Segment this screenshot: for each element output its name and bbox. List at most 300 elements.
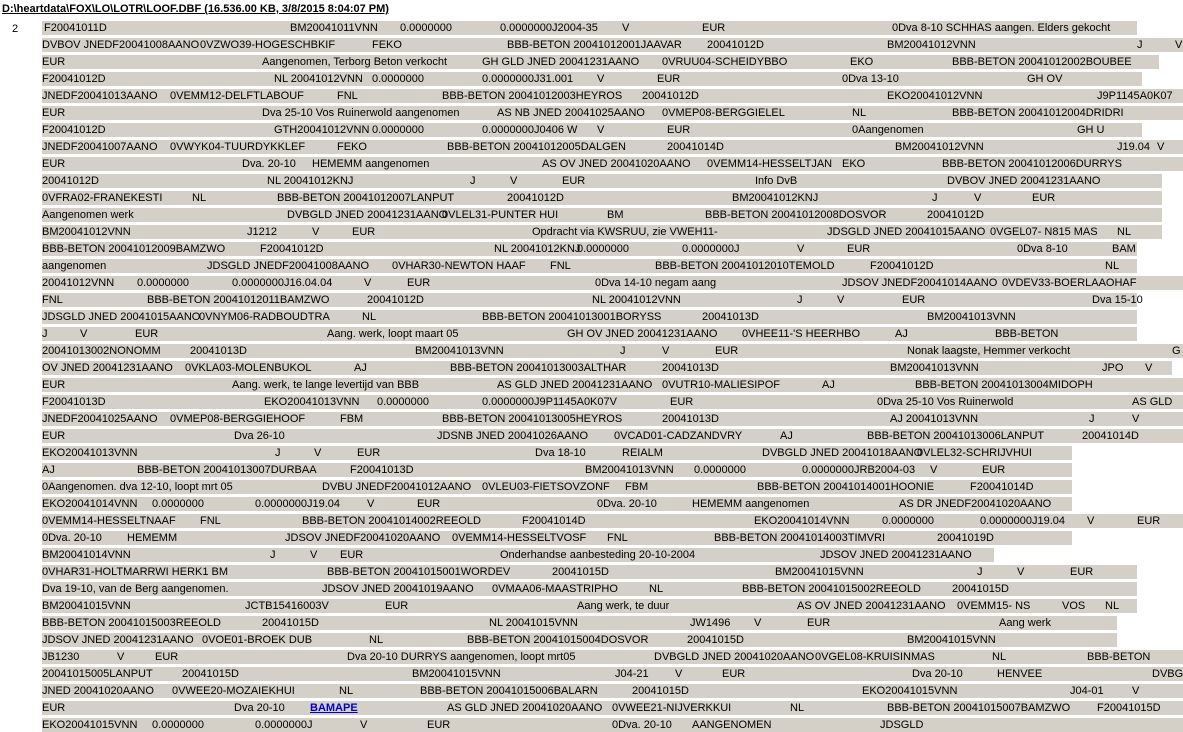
field-value: DVBOV JNED 20041231AANO: [947, 175, 1101, 187]
field-value: AS NB JNED 20041025AANO: [497, 107, 645, 119]
field-value: FBM: [625, 481, 649, 493]
field-value: FNL: [607, 532, 628, 544]
field-value: Dva 26-10: [234, 430, 285, 442]
field-value: BBB-BETON 20041015003REEOLD: [42, 617, 221, 629]
field-value: BBB-BETON 20041012005DALGEN: [447, 141, 626, 153]
field-value: BM20041013VNN: [415, 345, 504, 357]
field-value: EKO20041014VNN: [754, 515, 850, 527]
field-value: J: [1137, 39, 1143, 51]
field-value: EUR: [42, 379, 66, 391]
record-line: [42, 412, 1183, 426]
field-value: EKO20041012VNN: [887, 90, 983, 102]
field-value: V: [930, 464, 938, 476]
field-value: GH OV: [1027, 73, 1063, 85]
field-value: 0.0000000J16.04.04: [232, 277, 333, 289]
field-value: DVBG: [1152, 668, 1183, 680]
field-value: EKO20041013VNN: [42, 447, 138, 459]
record-line: [42, 174, 1162, 188]
field-value: V: [360, 719, 368, 731]
field-value: 0.0000000J9P1145A0K07V: [482, 396, 617, 408]
field-value: BBB-BETON 20041012009BAMZWO: [42, 243, 226, 255]
field-value: 0Dva 14-10 negam aang: [595, 277, 717, 289]
field-value: 0VMAA06-MAASTRIPHO: [492, 583, 618, 595]
field-value: EUR: [1137, 515, 1161, 527]
field-value: 0.0000000: [577, 243, 629, 255]
field-value: V: [622, 22, 630, 34]
field-value: AS OV JNED 20041020AANO: [542, 158, 691, 170]
field-value: JCTB15416003V: [245, 600, 329, 612]
file-path-header: D:\heartdata\FOX\LO\LOTR\LOOF.DBF (16.536.00 KB, 3/8/2015 8:04:07 PM): [2, 3, 389, 15]
field-value: V: [797, 243, 805, 255]
field-value: Aang. werk, te lange levertijd van BBB: [232, 379, 420, 391]
field-value: F20041013D: [42, 396, 106, 408]
field-value: 0VEMM14-HESSELTNAAF: [42, 515, 176, 527]
field-value: 0.0000000: [694, 464, 746, 476]
field-value: 0VLEL32-SCHRIJVHUI: [917, 447, 1032, 459]
field-value: EUR: [807, 617, 831, 629]
field-value: EUR: [385, 600, 409, 612]
field-value: 0VGEL08-KRUISINMAS: [815, 651, 935, 663]
field-value: Dva 20-10 DURRYS aangenomen, loopt mrt05: [347, 651, 576, 663]
field-value: EUR: [1070, 566, 1094, 578]
record-line: [42, 106, 1183, 120]
field-value: aangenomen: [42, 260, 107, 272]
field-value: JNEDF20041025AANO: [42, 413, 158, 425]
field-value: EUR: [1032, 192, 1056, 204]
field-value: 0.0000000J19.04: [255, 498, 341, 510]
field-value: 0VLEL31-PUNTER HUI: [442, 209, 559, 221]
field-value: EUR: [847, 243, 871, 255]
field-value: 20041013D: [190, 345, 247, 357]
field-value: V: [974, 192, 982, 204]
field-value: 0VUTR10-MALIESIPOF: [662, 379, 780, 391]
field-value: EUR: [902, 294, 926, 306]
field-value: V: [662, 345, 670, 357]
record-line: [42, 463, 1072, 477]
field-value: BM20041013VNN: [890, 362, 979, 374]
record-line: [42, 633, 1117, 647]
field-value: 0Dva 8-10: [1017, 243, 1068, 255]
field-value: EUR: [42, 56, 66, 68]
field-value: V: [117, 651, 125, 663]
field-value: F20041011D: [44, 22, 107, 34]
field-value: BBB-BETON 20041013005HEYROS: [442, 413, 623, 425]
field-value: G: [1172, 345, 1181, 357]
field-value: 0.0000000J31.001: [482, 73, 574, 85]
field-value: BBB-BETON 20041012004DRIDRI: [952, 107, 1124, 119]
field-value: 0Dva 8-10 SCHHAS aangen. Elders gekocht: [892, 22, 1111, 34]
field-value: 0VRUU04-SCHEIDYBBO: [662, 56, 788, 68]
field-value: BBB-BETON 20041013004MIDOPH: [915, 379, 1093, 391]
record-line: [42, 89, 1183, 103]
field-value: EUR: [155, 651, 179, 663]
field-value: 0.0000000J2004-35: [500, 22, 598, 34]
record-line: [42, 650, 1183, 664]
field-value: V: [597, 124, 605, 136]
field-value: BBB-BETON 20041013007DURBAA: [137, 464, 317, 476]
field-value: BM20041013VNN: [585, 464, 674, 476]
field-value: EUR: [135, 328, 159, 340]
field-value: V: [597, 73, 605, 85]
record-line: [42, 157, 1183, 171]
field-value: NL: [852, 107, 867, 119]
record-line: [42, 293, 1143, 307]
field-value: J: [1089, 413, 1095, 425]
field-value: 0.0000000: [377, 396, 429, 408]
field-value: BM20041015VNN: [42, 600, 131, 612]
field-value: EUR: [357, 447, 381, 459]
field-value: EUR: [670, 396, 694, 408]
field-value: BM20041013VNN: [927, 311, 1016, 323]
field-value: EUR: [352, 226, 376, 238]
field-value: NL: [369, 634, 384, 646]
record-line: [42, 514, 1183, 528]
field-value: 0.0000000J: [682, 243, 740, 255]
field-value: DVBU JNEDF20041012AANO: [322, 481, 472, 493]
field-value: Dva 25-10 Vos Ruinerwold aangenomen: [262, 107, 460, 119]
field-value: V: [310, 549, 318, 561]
field-value: 0.0000000: [372, 124, 424, 136]
field-value: JDSGLD JNED 20041015AANO: [42, 311, 201, 323]
field-value: EUR: [715, 345, 739, 357]
record-line: [42, 361, 1172, 375]
field-value: FBM: [340, 413, 364, 425]
field-value: J: [977, 566, 983, 578]
field-value: BM20041015VNN: [775, 566, 864, 578]
record-line: [42, 667, 1183, 681]
field-value: BBB-BETON 20041014002REEOLD: [302, 515, 481, 527]
field-value: J: [797, 294, 803, 306]
field-value: F20041012D: [42, 124, 106, 136]
field-value: Opdracht via KWSRUU, zie VWEH11-: [532, 226, 718, 238]
field-value: V: [1157, 141, 1165, 153]
field-value: 0Dva. 20-10: [42, 532, 102, 544]
field-value: J: [275, 447, 281, 459]
field-value: V: [1087, 515, 1095, 527]
field-value: Dva 19-10, van de Berg aangenomen.: [42, 583, 229, 595]
field-value: FEKO: [337, 141, 367, 153]
field-value: FEKO: [372, 39, 402, 51]
field-value: FNL: [550, 260, 571, 272]
field-value: JDSOV JNEDF20041014AANO: [842, 277, 998, 289]
field-value: 0VWYK04-TUURDYKKLEF: [170, 141, 306, 153]
field-value: J04-01: [1070, 685, 1104, 697]
field-value: J: [932, 192, 938, 204]
field-value: 0VEMM15- NS: [957, 600, 1031, 612]
field-value: 0Dva. 20-10: [597, 498, 657, 510]
field-value: BBB-BETON 20041013003ALTHAR: [450, 362, 627, 374]
field-value: EKO20041015VNN: [862, 685, 958, 697]
record-line: [42, 327, 1137, 341]
field-value: 20041012D: [367, 294, 424, 306]
field-value: 0VGEL07- N815 MAS: [990, 226, 1098, 238]
field-link[interactable]: BAMAPE: [310, 702, 358, 714]
field-value: GTH20041012VNN: [274, 124, 370, 136]
field-value: JB1230: [42, 651, 80, 663]
record-line: [42, 21, 1137, 35]
field-value: 0VNYM06-RADBOUDTRA: [199, 311, 330, 323]
field-value: BAM: [1112, 243, 1136, 255]
field-value: 20041012D: [507, 192, 564, 204]
field-value: NL 20041012VNN: [592, 294, 681, 306]
field-value: 0VWEE21-NIJVERKKUI: [612, 702, 732, 714]
field-value: BBB-BETON: [995, 328, 1059, 340]
record-line: [42, 378, 1183, 392]
record-line: [42, 497, 1072, 511]
record-line: [42, 684, 1183, 698]
field-value: JNEDF20041013AANO: [42, 90, 158, 102]
field-value: JDSOV JNED 20041019AANO: [322, 583, 474, 595]
field-value: 0Dva. 20-10: [612, 719, 672, 731]
field-value: NL: [1105, 260, 1120, 272]
field-value: EUR: [42, 107, 66, 119]
field-value: J: [620, 345, 626, 357]
field-value: JDSOV JNED 20041231AANO: [820, 549, 972, 561]
field-value: 0.0000000: [400, 22, 452, 34]
field-value: Aangenomen, Terborg Beton verkocht: [262, 56, 448, 68]
field-value: EKO20041014VNN: [42, 498, 138, 510]
field-value: 0VHAR30-NEWTON HAAF: [392, 260, 526, 272]
field-value: HEMEMM aangenomen: [692, 498, 810, 510]
field-value: NL 20041012KNJ: [267, 175, 354, 187]
field-value: Aangenomen werk: [42, 209, 134, 221]
field-value: EUR: [42, 158, 66, 170]
field-value: EUR: [657, 73, 681, 85]
field-value: OV JNED 20041231AANO: [42, 362, 173, 374]
field-value: EUR: [667, 124, 691, 136]
field-value: AS DR JNEDF20041020AANO: [899, 498, 1052, 510]
field-value: FNL: [200, 515, 221, 527]
field-value: Aang werk: [999, 617, 1051, 629]
field-value: 0VEMM12-DELFTLABOUF: [170, 90, 304, 102]
record-line: [42, 344, 1183, 358]
field-value: EKO: [842, 158, 866, 170]
field-value: 20041013D: [702, 311, 759, 323]
field-value: 20041014D: [667, 141, 724, 153]
field-value: J9P1145A0K07: [1097, 90, 1173, 102]
field-value: Dva 20-10: [234, 702, 285, 714]
field-value: 20041012D: [707, 39, 764, 51]
record-line: [42, 55, 1159, 69]
field-value: F20041015D: [1097, 702, 1161, 714]
record-line: [42, 208, 1162, 222]
field-value: 20041015D: [552, 566, 609, 578]
field-value: BBB-BETON 20041014003TIMVRI: [714, 532, 885, 544]
field-value: 0VEMM14-HESSELTJAN: [707, 158, 833, 170]
field-value: 0VKLA03-MOLENBUKOL: [185, 362, 312, 374]
field-value: HEMEMM aangenomen: [312, 158, 430, 170]
field-value: 20041015D: [262, 617, 319, 629]
field-value: BBB-BETON 20041012002BOUBEE: [952, 56, 1132, 68]
field-value: AJ: [780, 430, 793, 442]
field-value: AJ: [895, 328, 908, 340]
field-value: Info DvB: [755, 175, 798, 187]
field-value: NL: [362, 311, 377, 323]
field-value: V: [312, 226, 320, 238]
record-line: [42, 191, 1162, 205]
field-value: BBB-BETON: [1087, 651, 1151, 663]
record-line: [42, 599, 1137, 613]
record-line: [42, 531, 1072, 545]
field-value: EKO: [850, 56, 874, 68]
field-value: JPO: [1102, 362, 1124, 374]
field-value: 0.0000000: [137, 277, 189, 289]
field-value: Dva. 20-10: [242, 158, 296, 170]
field-value: EUR: [722, 668, 746, 680]
field-value: 0.0000000: [372, 73, 424, 85]
field-value: 0VMEP08-BERGGIELEL: [662, 107, 785, 119]
field-value: NL: [790, 702, 805, 714]
field-value: AJ 20041013VNN: [890, 413, 979, 425]
field-value: BBB-BETON 20041014001HOONIE: [757, 481, 935, 493]
field-value: AS OV JNED 20041231AANO: [797, 600, 946, 612]
field-value: V: [1145, 362, 1153, 374]
field-value: HENVEE: [997, 668, 1043, 680]
field-value: BM20041012VNN: [42, 226, 131, 238]
field-value: V: [80, 328, 88, 340]
record-line: [42, 310, 1137, 324]
field-value: NL 20041015VNN: [489, 617, 578, 629]
field-value: 20041012D: [642, 90, 699, 102]
field-value: J19.04: [1117, 141, 1151, 153]
field-value: EKO20041013VNN: [264, 396, 360, 408]
field-value: 0.0000000J19.04: [980, 515, 1066, 527]
record-line: [42, 429, 1183, 443]
record-line: [42, 480, 1072, 494]
field-value: BBB-BETON 20041012007LANPUT: [277, 192, 455, 204]
field-value: 0Aangenomen: [852, 124, 924, 136]
field-value: GH GLD JNED 20041231AANO: [482, 56, 640, 68]
field-value: BM20041014VNN: [42, 549, 131, 561]
field-value: 20041015005LANPUT: [42, 668, 153, 680]
field-value: BBB-BETON 20041015007BAMZWO: [887, 702, 1071, 714]
record-line: [42, 276, 1183, 290]
field-value: Dva 18-10: [535, 447, 586, 459]
field-value: Dva 20-10: [912, 668, 963, 680]
field-value: EUR: [340, 549, 364, 561]
record-line: [42, 242, 1137, 256]
field-value: 0.0000000: [882, 515, 934, 527]
field-value: BBB-BETON 20041012008DOSVOR: [705, 209, 887, 221]
field-value: 20041015D: [687, 634, 744, 646]
field-value: NL: [1105, 600, 1120, 612]
field-value: AJ: [354, 362, 367, 374]
field-value: JDSNB JNED 20041026AANO: [437, 430, 589, 442]
field-value: V: [364, 277, 372, 289]
record-line: [42, 123, 1142, 137]
field-value: F20041012D: [870, 260, 934, 272]
field-value: BM20041012VNN: [887, 39, 976, 51]
field-value: 20041015D: [632, 685, 689, 697]
record-line: [42, 395, 1183, 409]
field-value: BBB-BETON 20041012011BAMZWO: [147, 294, 330, 306]
field-value: BM20041015VNN: [907, 634, 996, 646]
field-value: Dva 15-10: [1092, 294, 1143, 306]
field-value: EUR: [407, 277, 431, 289]
field-value: F20041012D: [260, 243, 324, 255]
field-value: F20041013D: [350, 464, 414, 476]
field-value: 0Dva 13-10: [842, 73, 899, 85]
record-line: [42, 38, 1183, 52]
field-value: DVBGLD JNED 20041020AANO: [654, 651, 815, 663]
field-value: NL: [992, 651, 1007, 663]
field-value: J: [470, 175, 476, 187]
field-value: 20041015D: [952, 583, 1009, 595]
field-value: DVBOV JNEDF20041008AANO: [42, 39, 200, 51]
field-value: BM20041011VNN: [290, 22, 378, 34]
field-value: BBB-BETON 20041013006LANPUT: [867, 430, 1045, 442]
field-value: NL 20041012KNJ: [494, 243, 581, 255]
field-value: AANGENOMEN: [692, 719, 772, 731]
field-value: JDSOV JNED 20041231AANO: [42, 634, 194, 646]
field-value: JNED 20041020AANO: [42, 685, 154, 697]
field-value: 0.0000000J0406 W: [482, 124, 578, 136]
field-value: 0.0000000: [152, 498, 204, 510]
field-value: EKO20041015VNN: [42, 719, 138, 731]
field-value: 20041012D: [927, 209, 984, 221]
field-value: NL: [339, 685, 354, 697]
field-value: EUR: [42, 430, 66, 442]
field-value: 0VWEE20-MOZAIEKHUI: [172, 685, 295, 697]
record-line: [42, 259, 1137, 273]
field-value: 0VOE01-BROEK DUB: [202, 634, 313, 646]
field-value: BBB-BETON 20041013001BORYSS: [482, 311, 662, 323]
field-value: EUR: [42, 702, 66, 714]
field-value: V: [1175, 39, 1183, 51]
field-value: V: [314, 447, 322, 459]
field-value: JDSOV JNEDF20041020AANO: [285, 532, 441, 544]
field-value: BM20041015VNN: [412, 668, 501, 680]
field-value: NL: [192, 192, 207, 204]
record-line: [42, 446, 1072, 460]
field-value: 20041012D: [42, 175, 99, 187]
field-value: JNEDF20041007AANO: [42, 141, 158, 153]
field-value: BBB-BETON 20041015001WORDEV: [327, 566, 511, 578]
field-value: JW1496: [690, 617, 731, 629]
field-value: 0VHEE11-'S HEERHBO: [742, 328, 861, 340]
field-value: AS GLD: [1132, 396, 1173, 408]
record-line: [42, 565, 1137, 579]
record-line: [42, 616, 1117, 630]
field-value: BM: [607, 209, 624, 221]
field-value: J: [270, 549, 276, 561]
field-value: F20041014D: [970, 481, 1034, 493]
record-line: [42, 582, 1137, 596]
field-value: VOS: [1062, 600, 1086, 612]
field-value: 20041013D: [662, 413, 719, 425]
field-value: 20041012VNN: [42, 277, 115, 289]
record-line: [42, 718, 1183, 732]
record-line: [42, 72, 1142, 86]
field-value: EUR: [427, 719, 451, 731]
field-value: 0VZWO39-HOGESCHBKIF: [200, 39, 336, 51]
field-value: 0VEMM14-HESSELTVOSF: [452, 532, 587, 544]
field-value: J04-21: [615, 668, 649, 680]
field-value: V: [1017, 566, 1025, 578]
record-line: [42, 548, 994, 562]
field-value: AS GLD JNED 20041020AANO: [447, 702, 603, 714]
field-value: V: [510, 175, 518, 187]
field-value: V: [675, 668, 683, 680]
record-number: 2: [12, 23, 19, 35]
field-value: FNL: [337, 90, 358, 102]
field-value: EUR: [562, 175, 586, 187]
field-value: 0.0000000: [152, 719, 204, 731]
field-value: BM20041012KNJ: [732, 192, 819, 204]
field-value: Aang werk, te duur: [577, 600, 670, 612]
field-value: V: [367, 498, 375, 510]
field-value: 0VMEP08-BERGGIEHOOF: [170, 413, 306, 425]
